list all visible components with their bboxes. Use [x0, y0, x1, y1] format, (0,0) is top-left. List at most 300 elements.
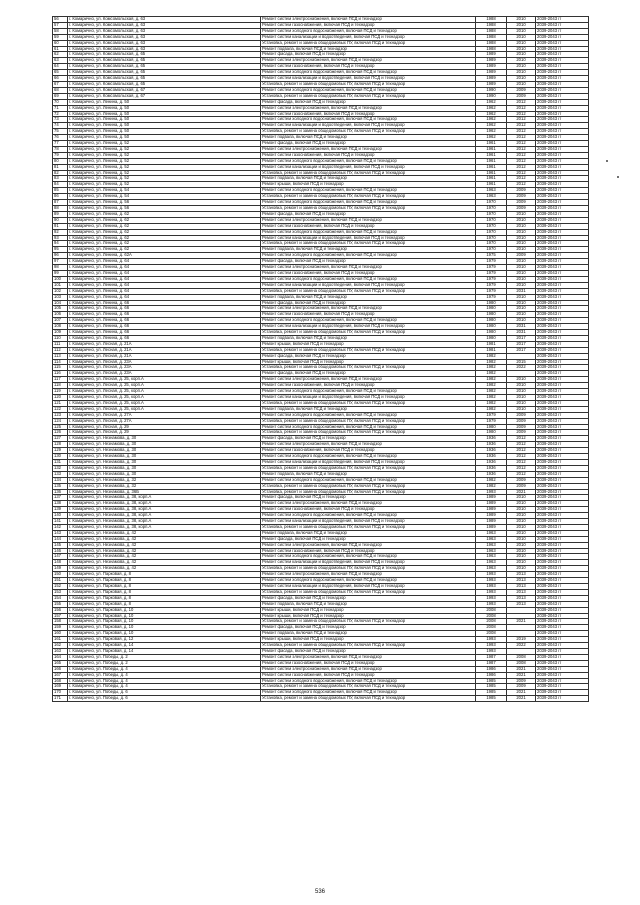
address-cell: г. Комарично, ул. Лесная, д. 25, корп.А	[68, 377, 261, 383]
work-type-cell: Ремонт систем холодного водоснабжения, включая ПСД и технадзор	[261, 87, 476, 93]
planned-period-cell: 2039-2043 гг	[536, 347, 589, 353]
work-type-cell: Ремонт систем газоснабжения, включая ПСД и технадзор	[261, 22, 476, 28]
row-number-cell: 118	[53, 383, 68, 389]
row-number-cell: 67	[53, 81, 68, 87]
planned-period-cell: 2039-2043 гг	[536, 241, 589, 247]
row-number-cell: 85	[53, 188, 68, 194]
work-type-cell: Ремонт систем холодного водоснабжения, включая ПСД и технадзор	[261, 678, 476, 684]
build-year-cell: 1970	[476, 229, 507, 235]
planned-period-cell: 2039-2043 гг	[536, 206, 589, 212]
work-type-cell: Ремонт фасада, включая ПСД и технадзор	[261, 371, 476, 377]
build-year-cell: 1988	[476, 34, 507, 40]
row-number-cell: 104	[53, 300, 68, 306]
work-type-cell: Установка, ремонт и замена общедомовых ПУ, включая ПСД и технадзор	[261, 589, 476, 595]
last-repair-year-cell: 2010	[507, 40, 536, 46]
address-cell: г. Комарично, ул. Ленина, д. 50	[68, 111, 261, 117]
build-year-cell: 1985	[476, 690, 507, 696]
build-year-cell: 1961	[476, 141, 507, 147]
address-cell: г. Комарично, ул. Ленина, д. 66	[68, 330, 261, 336]
page-number: 536	[314, 889, 325, 895]
row-number-cell: 159	[53, 625, 68, 631]
planned-period-cell: 2039-2043 гг	[536, 613, 589, 619]
build-year-cell: 1979	[476, 276, 507, 282]
address-cell: г. Комарично, ул. Незнамова, д. 30	[68, 436, 261, 442]
row-number-cell: 81	[53, 164, 68, 170]
row-number-cell: 167	[53, 672, 68, 678]
planned-period-cell: 2039-2043 гг	[536, 377, 589, 383]
planned-period-cell: 2039-2043 гг	[536, 660, 589, 666]
row-number-cell: 91	[53, 223, 68, 229]
address-cell: г. Комарично, ул. Лесная, д. 25, корп.А	[68, 406, 261, 412]
address-cell: г. Комарично, ул. Ленина, д. 52	[68, 146, 261, 152]
work-type-cell: Ремонт систем газоснабжения, включая ПСД и технадзор	[261, 448, 476, 454]
row-number-cell: 62	[53, 52, 68, 58]
build-year-cell: 1962	[476, 135, 507, 141]
last-repair-year-cell: 2010	[507, 519, 536, 525]
build-year-cell: 1982	[476, 377, 507, 383]
build-year-cell: 1993	[476, 589, 507, 595]
row-number-cell: 112	[53, 347, 68, 353]
build-year-cell: 1993	[476, 584, 507, 590]
row-number-cell: 106	[53, 312, 68, 318]
address-cell: г. Комарично, ул. Победы, д. 6	[68, 690, 261, 696]
planned-period-cell: 2039-2043 гг	[536, 548, 589, 554]
work-type-cell: Ремонт систем электроснабжения, включая ПСД и технадзор	[261, 542, 476, 548]
work-type-cell: Установка, ремонт и замена общедомовых ПУ, включая ПСД и технадзор	[261, 170, 476, 176]
work-type-cell: Установка, ремонт и замена общедомовых ПУ, включая ПСД и технадзор	[261, 483, 476, 489]
address-cell: г. Комарично, ул. Ленина, д. 64	[68, 282, 261, 288]
address-cell: г. Комарично, ул. Ленина, д. 64	[68, 270, 261, 276]
planned-period-cell: 2039-2043 гг	[536, 365, 589, 371]
row-number-cell: 147	[53, 554, 68, 560]
build-year-cell: 1986	[476, 672, 507, 678]
row-number-cell: 89	[53, 211, 68, 217]
work-type-cell: Ремонт фасада, включая ПСД и технадзор	[261, 353, 476, 359]
work-type-cell: Ремонт фасада, включая ПСД и технадзор	[261, 141, 476, 147]
address-cell: г. Комарично, ул. Лесная, д. 25, корп.А	[68, 395, 261, 401]
build-year-cell: 1981	[476, 341, 507, 347]
planned-period-cell: 2039-2043 гг	[536, 288, 589, 294]
work-type-cell: Ремонт систем электроснабжения, включая ПСД и технадзор	[261, 501, 476, 507]
work-type-cell: Ремонт систем холодного водоснабжения, включая ПСД и технадзор	[261, 424, 476, 430]
work-type-cell: Ремонт систем холодного водоснабжения, включая ПСД и технадзор	[261, 513, 476, 519]
last-repair-year-cell: 2009	[507, 194, 536, 200]
row-number-cell: 171	[53, 696, 68, 702]
repair-schedule-table	[52, 16, 589, 702]
last-repair-year-cell: 2022	[507, 365, 536, 371]
last-repair-year-cell: 2013	[507, 578, 536, 584]
row-number-cell: 79	[53, 152, 68, 158]
address-cell: г. Комарично, ул. Комсомольская, д. 65	[68, 52, 261, 58]
build-year-cell: 1961	[476, 176, 507, 182]
build-year-cell: 1936	[476, 442, 507, 448]
row-number-cell: 133	[53, 471, 68, 477]
work-type-cell: Ремонт систем газоснабжения, включая ПСД и технадзор	[261, 507, 476, 513]
work-type-cell: Ремонт систем канализации и водоотведения, включая ПСД и технадзор	[261, 395, 476, 401]
row-number-cell: 59	[53, 34, 68, 40]
build-year-cell: 1988	[476, 28, 507, 34]
row-number-cell: 163	[53, 648, 68, 654]
build-year-cell: 1993	[476, 648, 507, 654]
planned-period-cell: 2039-2043 гг	[536, 64, 589, 70]
last-repair-year-cell: 2017	[507, 347, 536, 353]
planned-period-cell: 2039-2043 гг	[536, 52, 589, 58]
address-cell: г. Комарично, ул. Незнамова, д. 38, корп.А	[68, 507, 261, 513]
planned-period-cell: 2039-2043 гг	[536, 123, 589, 129]
row-number-cell: 139	[53, 507, 68, 513]
last-repair-year-cell: 2017	[507, 341, 536, 347]
scan-speck	[617, 176, 619, 178]
address-cell: г. Комарично, ул. Незнамова, д. 30	[68, 471, 261, 477]
planned-period-cell: 2039-2043 гг	[536, 294, 589, 300]
last-repair-year-cell: 2009	[507, 483, 536, 489]
work-type-cell: Ремонт систем электроснабжения, включая ПСД и технадзор	[261, 217, 476, 223]
build-year-cell: 1988	[476, 17, 507, 23]
build-year-cell: 1985	[476, 696, 507, 702]
last-repair-year-cell: 2012	[507, 465, 536, 471]
row-number-cell: 57	[53, 22, 68, 28]
work-type-cell: Ремонт крыши, включая ПСД и технадзор	[261, 613, 476, 619]
address-cell: г. Комарично, ул. Ленина, д. 66	[68, 324, 261, 330]
address-cell: г. Комарично, ул. Незнамова, д. 30	[68, 465, 261, 471]
planned-period-cell: 2039-2043 гг	[536, 276, 589, 282]
build-year-cell: 1988	[476, 40, 507, 46]
build-year-cell: 1963	[476, 542, 507, 548]
last-repair-year-cell: 2021	[507, 696, 536, 702]
planned-period-cell: 2039-2043 гг	[536, 253, 589, 259]
last-repair-year-cell: 2012	[507, 182, 536, 188]
address-cell: г. Комарично, ул. Ленина, д. 66	[68, 306, 261, 312]
work-type-cell: Ремонт систем холодного водоснабжения, включая ПСД и технадзор	[261, 578, 476, 584]
last-repair-year-cell: 2010	[507, 259, 536, 265]
row-number-cell: 135	[53, 483, 68, 489]
planned-period-cell: 2039-2043 гг	[536, 595, 589, 601]
address-cell: г. Комарично, ул. Ленина, д. 52	[68, 164, 261, 170]
last-repair-year-cell: 2009	[507, 477, 536, 483]
row-number-cell: 122	[53, 406, 68, 412]
planned-period-cell: 2039-2043 гг	[536, 335, 589, 341]
address-cell: г. Комарично, ул. Незнамова, д. 30	[68, 459, 261, 465]
address-cell: г. Комарично, ул. Незнамова, д. 42	[68, 530, 261, 536]
row-number-cell: 94	[53, 241, 68, 247]
address-cell: г. Комарично, ул. Незнамова, д. 38, корп.А	[68, 501, 261, 507]
planned-period-cell: 2039-2043 гг	[536, 76, 589, 82]
build-year-cell: 1980	[476, 324, 507, 330]
work-type-cell: Ремонт фасада, включая ПСД и технадзор	[261, 648, 476, 654]
address-cell: г. Комарично, ул. Ленина, д. 64	[68, 288, 261, 294]
build-year-cell: 1980	[476, 430, 507, 436]
work-type-cell: Ремонт систем канализации и водоотведения, включая ПСД и технадзор	[261, 459, 476, 465]
address-cell: г. Комарично, ул. Победы, д. 6	[68, 696, 261, 702]
row-number-cell: 80	[53, 158, 68, 164]
row-number-cell: 168	[53, 678, 68, 684]
address-cell: г. Комарично, ул. Лесная, д. 21А	[68, 347, 261, 353]
work-type-cell: Ремонт систем холодного водоснабжения, включая ПСД и технадзор	[261, 477, 476, 483]
row-number-cell: 69	[53, 93, 68, 99]
row-number-cell: 170	[53, 690, 68, 696]
last-repair-year-cell: 2009	[507, 206, 536, 212]
last-repair-year-cell: 2012	[507, 436, 536, 442]
last-repair-year-cell: 2010	[507, 217, 536, 223]
planned-period-cell: 2039-2043 гг	[536, 619, 589, 625]
last-repair-year-cell: 2009	[507, 678, 536, 684]
row-number-cell: 113	[53, 353, 68, 359]
row-number-cell: 109	[53, 330, 68, 336]
row-number-cell: 150	[53, 572, 68, 578]
work-type-cell: Ремонт систем канализации и водоотведения, включая ПСД и технадзор	[261, 34, 476, 40]
planned-period-cell: 2039-2043 гг	[536, 501, 589, 507]
row-number-cell: 77	[53, 141, 68, 147]
address-cell: г. Комарично, ул. Ленина, д. 62	[68, 235, 261, 241]
last-repair-year-cell: 2012	[507, 170, 536, 176]
last-repair-year-cell: 2009	[507, 188, 536, 194]
build-year-cell: 1982	[476, 383, 507, 389]
last-repair-year-cell: 2010	[507, 58, 536, 64]
build-year-cell: 1936	[476, 448, 507, 454]
last-repair-year-cell: 2010	[507, 542, 536, 548]
row-number-cell: 144	[53, 536, 68, 542]
row-number-cell: 73	[53, 117, 68, 123]
work-type-cell: Ремонт систем электроснабжения, включая ПСД и технадзор	[261, 146, 476, 152]
last-repair-year-cell: 2021	[507, 690, 536, 696]
address-cell: г. Комарично, ул. Лесная, д. 25, корп.А	[68, 389, 261, 395]
row-number-cell: 126	[53, 430, 68, 436]
planned-period-cell: 2039-2043 гг	[536, 371, 589, 377]
address-cell: г. Комарично, ул. Парковая, д. 8	[68, 595, 261, 601]
work-type-cell: Установка, ремонт и замена общедомовых ПУ, включая ПСД и технадзор	[261, 330, 476, 336]
planned-period-cell: 2039-2043 гг	[536, 46, 589, 52]
address-cell: г. Комарично, ул. Победы, д. 2	[68, 654, 261, 660]
last-repair-year-cell: 2010	[507, 406, 536, 412]
work-type-cell: Ремонт систем газоснабжения, включая ПСД и технадзор	[261, 660, 476, 666]
address-cell: г. Комарично, ул. Лесная, д. 23А	[68, 359, 261, 365]
work-type-cell: Ремонт систем электроснабжения, включая ПСД и технадзор	[261, 58, 476, 64]
last-repair-year-cell: 2021	[507, 672, 536, 678]
row-number-cell: 160	[53, 631, 68, 637]
table-row	[53, 696, 589, 702]
work-type-cell: Ремонт систем электроснабжения, включая ПСД и технадзор	[261, 572, 476, 578]
planned-period-cell: 2039-2043 гг	[536, 135, 589, 141]
row-number-cell: 128	[53, 442, 68, 448]
last-repair-year-cell: 2010	[507, 22, 536, 28]
work-type-cell: Ремонт систем канализации и водоотведения, включая ПСД и технадзор	[261, 560, 476, 566]
build-year-cell: 1962	[476, 99, 507, 105]
work-type-cell: Ремонт фасада, включая ПСД и технадзор	[261, 300, 476, 306]
address-cell: г. Комарично, ул. Парковая, д. 8	[68, 601, 261, 607]
row-number-cell: 149	[53, 566, 68, 572]
build-year-cell: 1970	[476, 223, 507, 229]
address-cell: г. Комарично, ул. Ленина, д. 62А	[68, 253, 261, 259]
address-cell: г. Комарично, ул. Ленина, д. 52	[68, 158, 261, 164]
work-type-cell: Ремонт систем холодного водоснабжения, включая ПСД и технадзор	[261, 690, 476, 696]
work-type-cell: Ремонт фасада, включая ПСД и технадзор	[261, 595, 476, 601]
build-year-cell: 1993	[476, 643, 507, 649]
work-type-cell: Ремонт систем холодного водоснабжения, включая ПСД и технадзор	[261, 454, 476, 460]
build-year-cell: 1982	[476, 406, 507, 412]
last-repair-year-cell: 2010	[507, 265, 536, 271]
build-year-cell: 1982	[476, 400, 507, 406]
address-cell: г. Комарично, ул. Незнамова, д. 36Б	[68, 489, 261, 495]
row-number-cell: 105	[53, 306, 68, 312]
address-cell: г. Комарично, ул. Незнамова, д. 30	[68, 454, 261, 460]
last-repair-year-cell: 2012	[507, 176, 536, 182]
last-repair-year-cell: 2009	[507, 412, 536, 418]
planned-period-cell: 2039-2043 гг	[536, 672, 589, 678]
work-type-cell: Ремонт систем холодного водоснабжения, включая ПСД и технадзор	[261, 158, 476, 164]
last-repair-year-cell: 2010	[507, 28, 536, 34]
build-year-cell: 1989	[476, 501, 507, 507]
work-type-cell: Ремонт систем холодного водоснабжения, включая ПСД и технадзор	[261, 70, 476, 76]
address-cell: г. Комарично, ул. Парковая, д. 8	[68, 589, 261, 595]
build-year-cell: 1970	[476, 247, 507, 253]
row-number-cell: 107	[53, 318, 68, 324]
build-year-cell: 1936	[476, 465, 507, 471]
address-cell: г. Комарично, ул. Лесная, д. 27А	[68, 412, 261, 418]
address-cell: г. Комарично, ул. Незнамова, д. 42	[68, 566, 261, 572]
work-type-cell: Установка, ремонт и замена общедомовых ПУ, включая ПСД и технадзор	[261, 81, 476, 87]
address-cell: г. Комарично, ул. Ленина, д. 62	[68, 223, 261, 229]
last-repair-year-cell: 2010	[507, 501, 536, 507]
work-type-cell: Ремонт систем холодного водоснабжения, включая ПСД и технадзор	[261, 412, 476, 418]
row-number-cell: 169	[53, 684, 68, 690]
address-cell: г. Комарично, ул. Незнамова, д. 38, корп.А	[68, 495, 261, 501]
build-year-cell: 1970	[476, 206, 507, 212]
planned-period-cell: 2039-2043 гг	[536, 300, 589, 306]
last-repair-year-cell: 2010	[507, 241, 536, 247]
address-cell: г. Комарично, ул. Лесная, д. 23А	[68, 371, 261, 377]
build-year-cell: 1979	[476, 259, 507, 265]
row-number-cell: 119	[53, 389, 68, 395]
row-number-cell: 152	[53, 584, 68, 590]
last-repair-year-cell: 2010	[507, 52, 536, 58]
planned-period-cell: 2039-2043 гг	[536, 58, 589, 64]
address-cell: г. Комарично, ул. Ленина, д. 62	[68, 211, 261, 217]
address-cell: г. Комарично, ул. Ленина, д. 52	[68, 176, 261, 182]
address-cell: г. Комарично, ул. Парковая, д. 8	[68, 572, 261, 578]
address-cell: г. Комарично, ул. Незнамова, д. 42	[68, 536, 261, 542]
planned-period-cell: 2039-2043 гг	[536, 40, 589, 46]
last-repair-year-cell: 2010	[507, 235, 536, 241]
last-repair-year-cell: 2010	[507, 276, 536, 282]
planned-period-cell: 2039-2043 гг	[536, 306, 589, 312]
scan-speck	[606, 160, 608, 162]
last-repair-year-cell: 2010	[507, 560, 536, 566]
build-year-cell: 1982	[476, 477, 507, 483]
last-repair-year-cell: 2012	[507, 135, 536, 141]
build-year-cell: 1993	[476, 637, 507, 643]
planned-period-cell: 2039-2043 гг	[536, 465, 589, 471]
planned-period-cell: 2039-2043 гг	[536, 70, 589, 76]
row-number-cell: 75	[53, 129, 68, 135]
work-type-cell: Ремонт систем холодного водоснабжения, включая ПСД и технадзор	[261, 200, 476, 206]
address-cell: г. Комарично, ул. Ленина, д. 66	[68, 318, 261, 324]
address-cell: г. Комарично, ул. Ленина, д. 52	[68, 141, 261, 147]
address-cell: г. Комарично, ул. Ленина, д. 50	[68, 117, 261, 123]
planned-period-cell: 2039-2043 гг	[536, 607, 589, 613]
planned-period-cell: 2039-2043 гг	[536, 542, 589, 548]
work-type-cell: Ремонт фасада, включая ПСД и технадзор	[261, 436, 476, 442]
work-type-cell: Ремонт фасада, включая ПСД и технадзор	[261, 99, 476, 105]
table-body	[53, 17, 589, 702]
work-type-cell: Ремонт систем газоснабжения, включая ПСД и технадзор	[261, 223, 476, 229]
last-repair-year-cell: 2010	[507, 81, 536, 87]
last-repair-year-cell: 2010	[507, 507, 536, 513]
row-number-cell: 136	[53, 489, 68, 495]
row-number-cell: 99	[53, 270, 68, 276]
last-repair-year-cell: 2009	[507, 418, 536, 424]
address-cell: г. Комарично, ул. Незнамова, д. 38, корп.А	[68, 524, 261, 530]
build-year-cell: 1962	[476, 105, 507, 111]
work-type-cell: Ремонт фасада, включая ПСД и технадзор	[261, 259, 476, 265]
planned-period-cell: 2039-2043 гг	[536, 282, 589, 288]
last-repair-year-cell: 2010	[507, 282, 536, 288]
planned-period-cell: 2039-2043 гг	[536, 200, 589, 206]
work-type-cell: Ремонт систем канализации и водоотведения, включая ПСД и технадзор	[261, 324, 476, 330]
build-year-cell: 1980	[476, 335, 507, 341]
planned-period-cell: 2039-2043 гг	[536, 690, 589, 696]
build-year-cell: 1970	[476, 200, 507, 206]
planned-period-cell: 2039-2043 гг	[536, 270, 589, 276]
work-type-cell: Установка, ремонт и замена общедомовых ПУ, включая ПСД и технадзор	[261, 40, 476, 46]
build-year-cell: 1963	[476, 548, 507, 554]
planned-period-cell: 2039-2043 гг	[536, 152, 589, 158]
row-number-cell: 166	[53, 666, 68, 672]
address-cell: г. Комарично, ул. Незнамова, д. 30	[68, 442, 261, 448]
row-number-cell: 88	[53, 206, 68, 212]
build-year-cell: 1963	[476, 566, 507, 572]
address-cell: г. Комарично, ул. Комсомольская, д. 63	[68, 28, 261, 34]
last-repair-year-cell: 2010	[507, 554, 536, 560]
last-repair-year-cell: 2009	[507, 430, 536, 436]
build-year-cell: 1979	[476, 265, 507, 271]
planned-period-cell: 2039-2043 гг	[536, 383, 589, 389]
planned-period-cell: 2039-2043 гг	[536, 454, 589, 460]
address-cell: г. Комарично, ул. Ленина, д. 62	[68, 229, 261, 235]
last-repair-year-cell: 2017	[507, 335, 536, 341]
planned-period-cell: 2039-2043 гг	[536, 111, 589, 117]
work-type-cell: Ремонт крыши, включая ПСД и технадзор	[261, 359, 476, 365]
build-year-cell: 1979	[476, 282, 507, 288]
planned-period-cell: 2039-2043 гг	[536, 625, 589, 631]
work-type-cell: Ремонт систем газоснабжения, включая ПСД и технадзор	[261, 672, 476, 678]
row-number-cell: 162	[53, 643, 68, 649]
work-type-cell: Ремонт фасада, включая ПСД и технадзор	[261, 211, 476, 217]
address-cell: г. Комарично, ул. Победы, д. 4	[68, 672, 261, 678]
address-cell: г. Комарично, ул. Ленина, д. 64	[68, 276, 261, 282]
address-cell: г. Комарично, ул. Комсомольская, д. 63	[68, 46, 261, 52]
build-year-cell: 1985	[476, 678, 507, 684]
last-repair-year-cell: 2012	[507, 454, 536, 460]
last-repair-year-cell: 2010	[507, 46, 536, 52]
address-cell: г. Комарично, ул. Ленина, д. 62	[68, 247, 261, 253]
address-cell: г. Комарично, ул. Ленина, д. 54	[68, 188, 261, 194]
work-type-cell: Ремонт систем газоснабжения, включая ПСД и технадзор	[261, 64, 476, 70]
work-type-cell: Ремонт систем электроснабжения, включая ПСД и технадзор	[261, 306, 476, 312]
address-cell: г. Комарично, ул. Ленина, д. 56	[68, 206, 261, 212]
build-year-cell: 1961	[476, 158, 507, 164]
work-type-cell: Ремонт крыши, включая ПСД и технадзор	[261, 607, 476, 613]
row-number-cell: 145	[53, 542, 68, 548]
last-repair-year-cell: 2010	[507, 270, 536, 276]
planned-period-cell: 2039-2043 гг	[536, 312, 589, 318]
build-year-cell: 1979	[476, 294, 507, 300]
planned-period-cell: 2039-2043 гг	[536, 265, 589, 271]
row-number-cell: 76	[53, 135, 68, 141]
build-year-cell: 1962	[476, 129, 507, 135]
row-number-cell: 124	[53, 418, 68, 424]
work-type-cell: Ремонт систем холодного водоснабжения, включая ПСД и технадзор	[261, 554, 476, 560]
planned-period-cell: 2039-2043 гг	[536, 430, 589, 436]
